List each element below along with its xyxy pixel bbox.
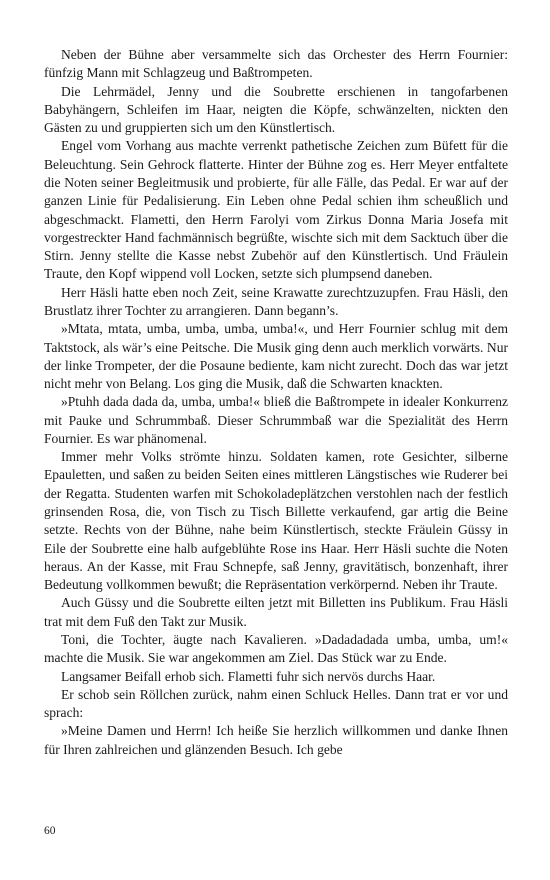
paragraph-lehrmaedel: Die Lehrmädel, Jenny und die Soubrette erschienen in tangofarbenen Babyhängern, Schleifen im Haar, neigten die Köpfe, schwänzelten, nickten den Gästen zu und gruppierten sich um den Künstlertisch. — [44, 83, 508, 136]
paragraph-roellchen: Er schob sein Röllchen zurück, nahm einen Schluck Helles. Dann trat er vor und sprach: — [44, 686, 508, 721]
paragraph-mtata: »Mtata, mtata, umba, umba, umba, umba!«, und Herr Fournier schlug mit dem Taktstock, als wär’s eine Peitsche. Die Musik ging denn auch merklich vorwärts. Nur der linke Trompeter, der die Posaune bediente, kam nicht zurecht. Doch das war jetzt nicht mehr von Belang. Los ging die Musik, daß die Schwarten knackten. — [44, 321, 508, 392]
paragraph-guessy: Auch Güssy und die Soubrette eilten jetzt mit Billetten ins Publikum. Frau Häsli trat mit dem Fuß den Takt zur Musik. — [44, 595, 508, 629]
paragraph-ptuhh: »Ptuhh dada dada da, umba, umba!« bließ die Baßtrompete in idealer Konkurrenz mit Pauke und Schrummbaß. Dieser Schrummbaß war die Spezialität des Herrn Fournier. Es war phänomenal. — [44, 394, 508, 446]
paragraph-orchestra: Neben der Bühne aber versammelte sich das Orchester des Herrn Fournier: fünfzig Mann mit Schlagzeug und Baßtrompeten. — [44, 47, 508, 81]
page-body — [44, 46, 508, 759]
paragraph-engel: Engel vom Vorhang aus machte verrenkt pathetische Zeichen zum Büfett für die Beleuchtung. Sein Gehrock flatterte. Hinter der Bühne zog es. Herr Meyer entfaltete die Noten seiner Begleitmusik und probierte, für alle Fälle, das Pedal. Er war auf der ganzen Linie für Pedalisierung. Ein Leben ohne Pedal schien ihm scheußlich und abgeschmackt. Flametti, den Herrn Farolyi vom Zirkus Donna Maria Josefa mit vorgestreckter Hand fachmännisch begrüßte, wischte sich mit dem Sacktuch über die Stirn. Jenny stellte die Kasse nebst Zubehör auf den Künstlertisch. Und Fräulein Traute, den Kopf wippend voll Locken, setzte sich plumpsend daneben. — [44, 138, 508, 282]
paragraph-speech: »Meine Damen und Herrn! Ich heiße Sie herzlich willkommen und danke Ihnen für Ihren zahlreichen und glänzenden Besuch. Ich gebe — [44, 723, 508, 757]
paragraph-volk: Immer mehr Volks strömte hinzu. Soldaten kamen, rote Gesichter, silberne Epauletten, und saßen zu beiden Seiten eines mittleren Längstisches wie Ruderer bei der Regatta. Studenten warfen mit Schokoladeplätzchen verstohlen nach der festlich grinsenden Rosa, die, von Tisch zu Tisch Billette verkaufend, gar artig die Beine setzte. Rechts von der Bühne, nahe beim Künstlertisch, steckte Fräulein Güssy in Eile der Soubrette eine halb aufgeblühte Rose ins Haar. Herr Häsli suchte die Noten heraus. An der Kasse, mit Frau Schnepfe, saß Jenny, gravitätisch, bonzenhaft, ihrer Bedeutung vollkommen bewußt; die Repräsentation verkörpernd. Neben ihr Traute. — [44, 449, 508, 593]
paragraph-haesli: Herr Häsli hatte eben noch Zeit, seine Krawatte zurechtzuzupfen. Frau Häsli, den Brustlatz ihrer Tochter zu arrangieren. Dann begann’s. — [44, 284, 508, 318]
paragraph-beifall: Langsamer Beifall erhob sich. Flametti fuhr sich nervös durchs Haar. — [61, 668, 436, 684]
page-number: 60 — [44, 825, 56, 837]
paragraph-toni: Toni, die Tochter, äugte nach Kavalieren. »Dadadadada umba, umba, um!« machte die Musik. Sie war angekommen am Ziel. Das Stück war zu Ende. — [44, 632, 508, 666]
